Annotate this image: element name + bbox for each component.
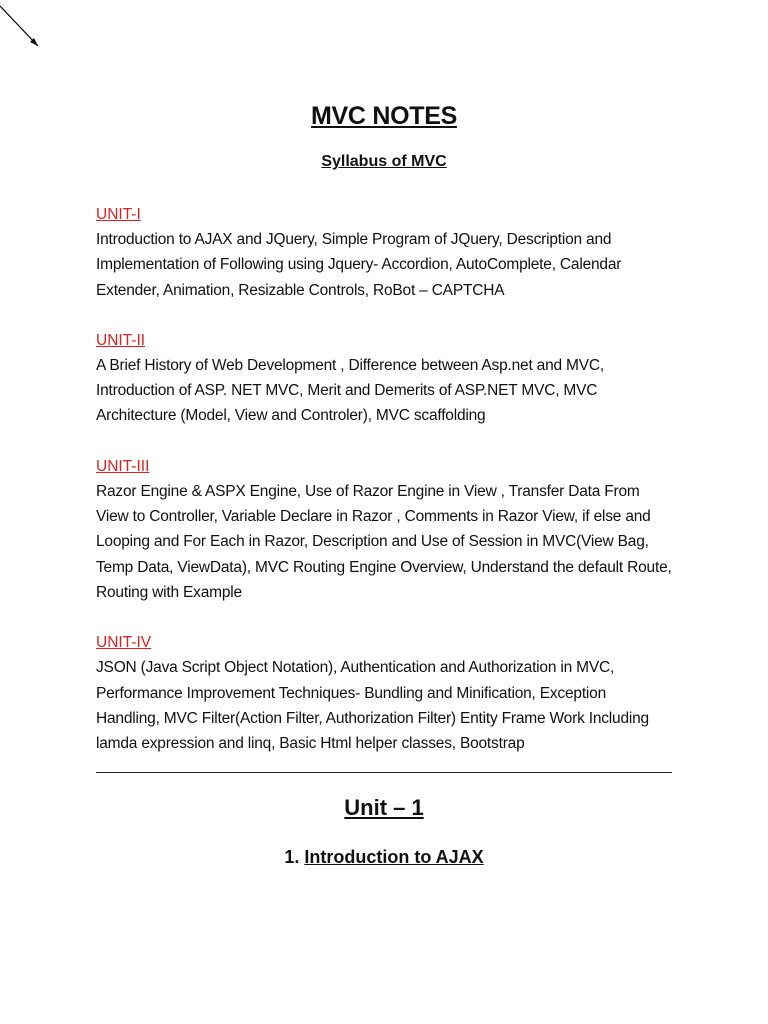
- unit-body: JSON (Java Script Object Notation), Authentication and Authorization in MVC, Performance Improvement Techniques- Bundling and Minification, Exception Handling, MVC Filter(Action Filter, Authorization Filter) Entity Frame Work Including lamda expression and linq, Basic Html helper classes, Bootstrap: [96, 659, 649, 753]
- horizontal-divider: [96, 772, 672, 773]
- unit-heading: UNIT-III: [96, 457, 150, 475]
- unit-heading: UNIT-IV: [96, 634, 152, 652]
- topic-number: 1.: [284, 847, 300, 867]
- unit-body: Razor Engine & ASPX Engine, Use of Razor Engine in View , Transfer Data From View to Controller, Variable Declare in Razor , Comments in Razor View, if else and Looping and For Each in Razor, Description and Use of Session in MVC(View Bag, Temp Data, ViewData), MVC Routing Engine Overview, Understand the default Route, Routing with Example: [96, 482, 672, 601]
- syllabus-units: [96, 202, 672, 756]
- unit-heading: UNIT-I: [96, 206, 141, 223]
- unit-block-4: [96, 630, 672, 756]
- unit-block-2: [96, 328, 672, 429]
- unit-body: Introduction to AJAX and JQuery, Simple Program of JQuery, Description and Implementation of Following using Jquery- Accordion, AutoComplete, Calendar Extender, Animation, Resizable Controls, RoBot – CAPTCHA: [96, 231, 622, 299]
- unit-heading: UNIT-II: [96, 331, 146, 349]
- topic-title: Introduction to AJAX: [304, 847, 484, 867]
- unit-block-1: [96, 202, 672, 303]
- arrow-pointer-icon: [0, 0, 48, 56]
- page-title: MVC NOTES: [311, 102, 457, 130]
- section-heading: Unit – 1: [344, 795, 424, 820]
- document-page: [96, 96, 672, 781]
- unit-block-3: [96, 454, 672, 605]
- unit-body: A Brief History of Web Development , Difference between Asp.net and MVC, Introduction of ASP. NET MVC, Merit and Demerits of ASP.NET MVC, MVC Architecture (Model, View and Controler), MVC scaffolding: [96, 356, 604, 425]
- topic-heading: [96, 843, 672, 871]
- page-subtitle: Syllabus of MVC: [321, 153, 447, 170]
